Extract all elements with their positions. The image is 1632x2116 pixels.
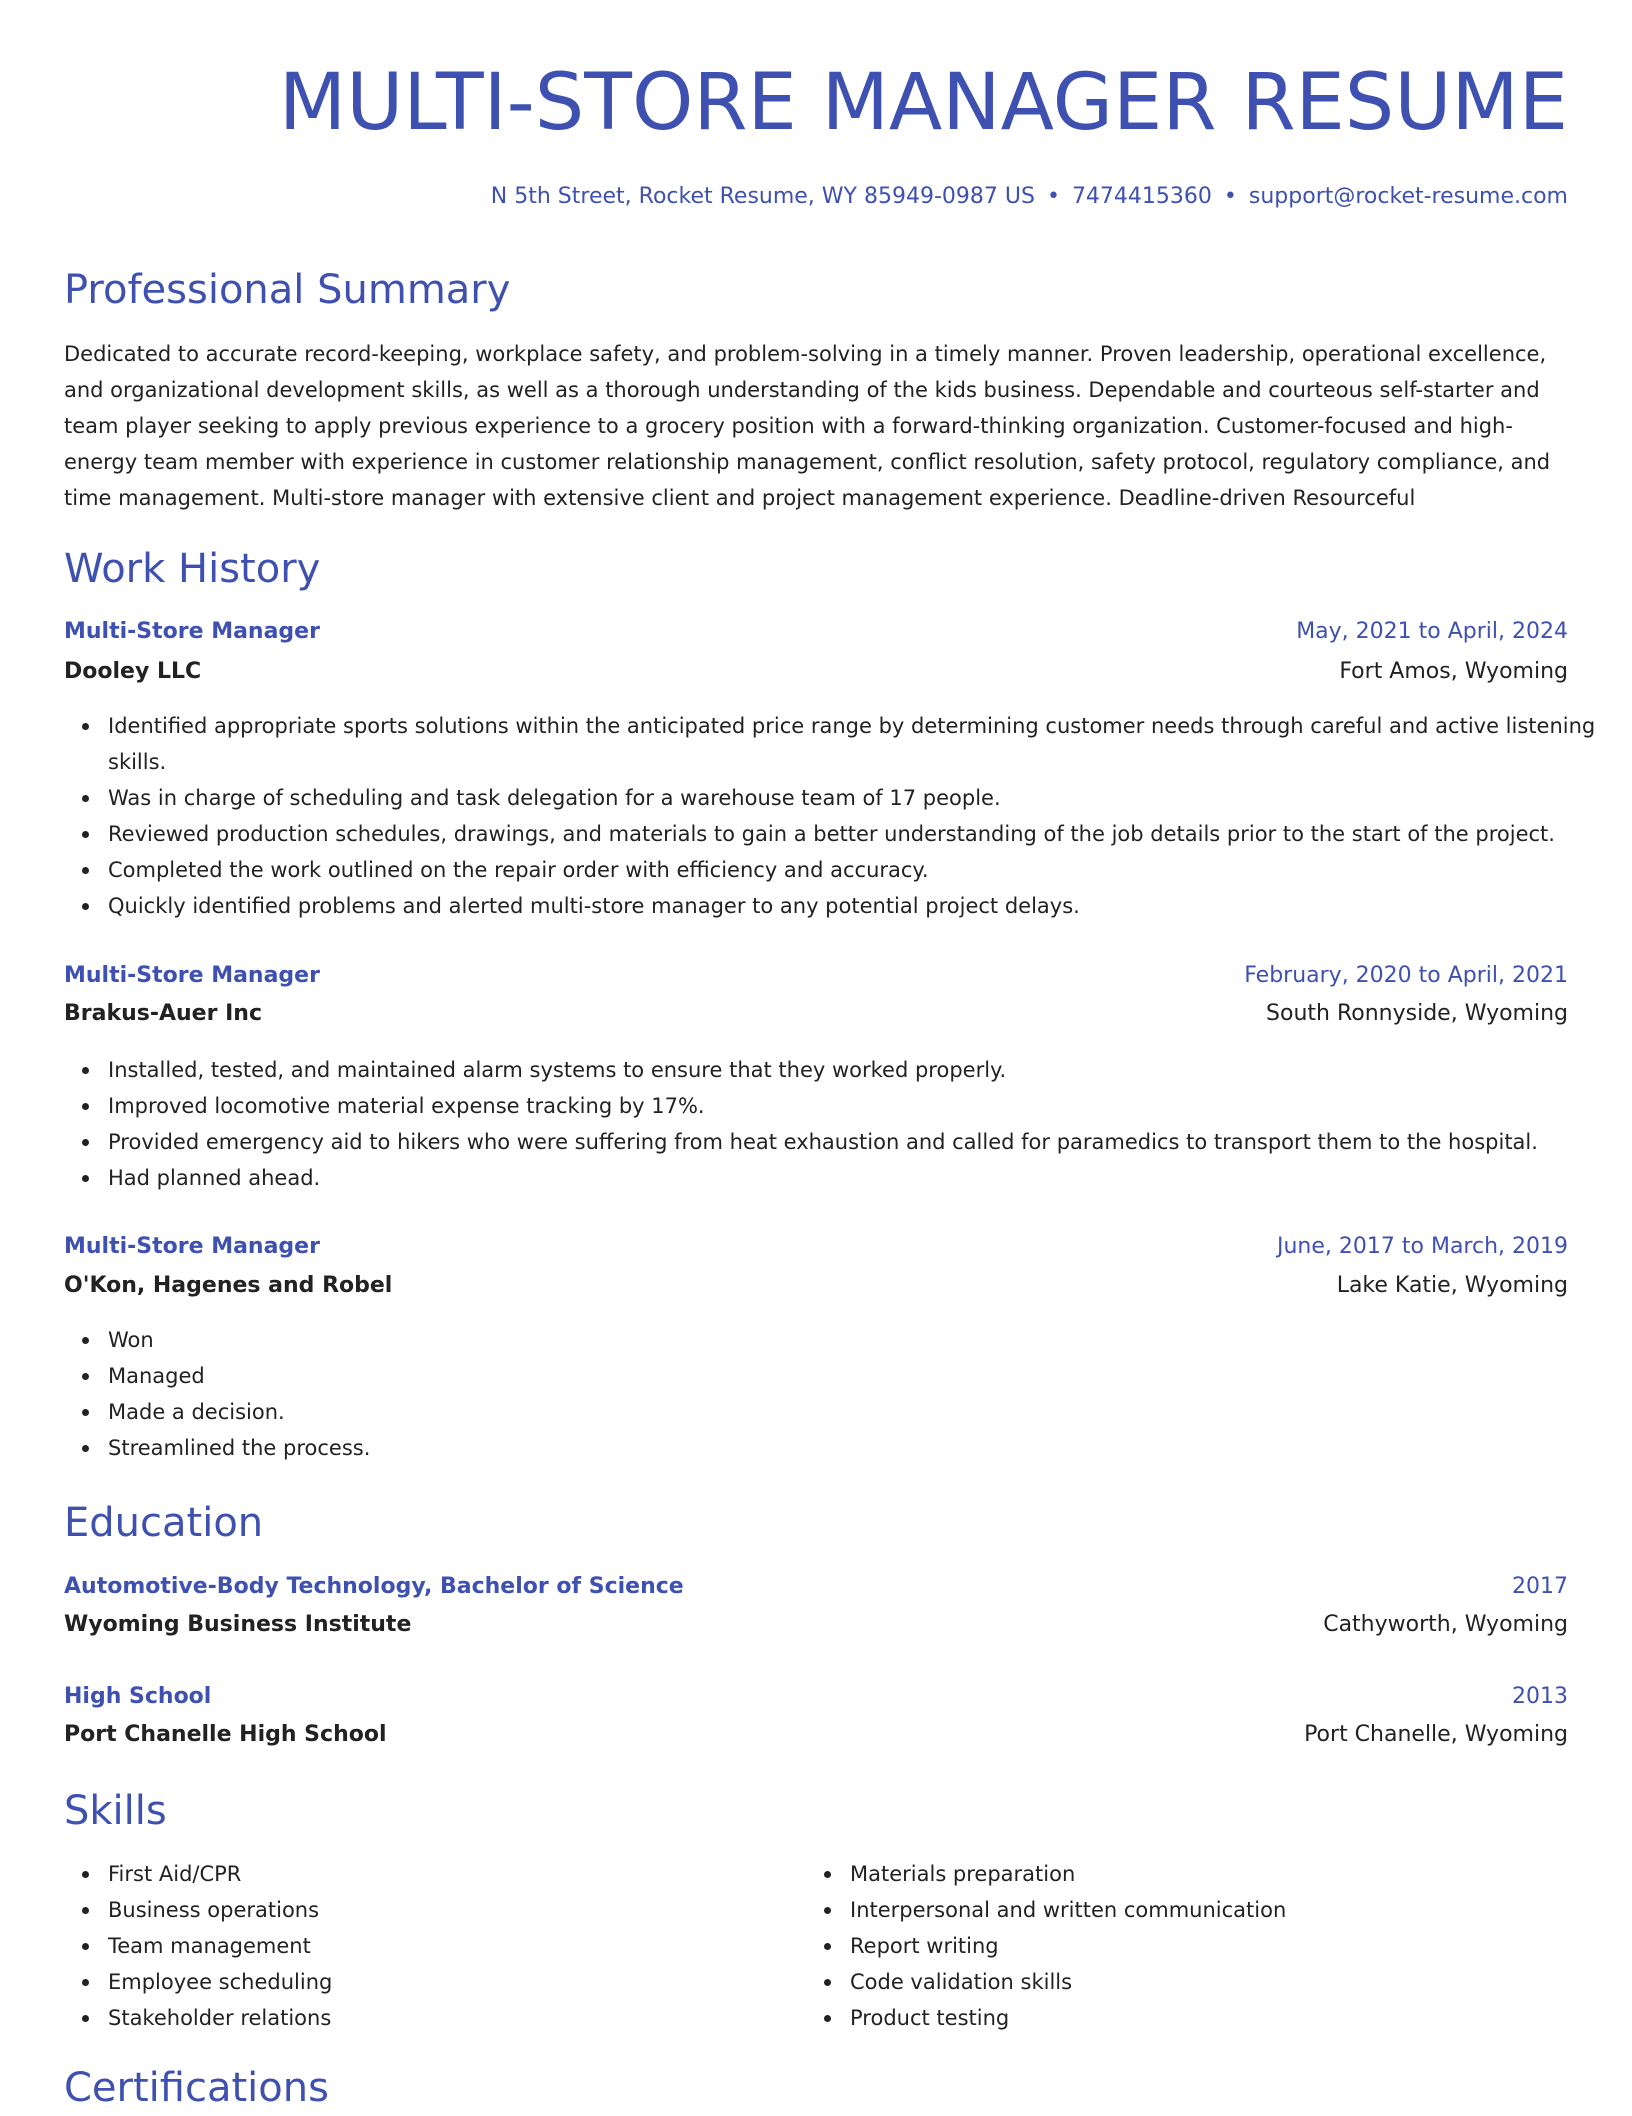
education-school: Port Chanelle High School [64,1722,387,1747]
list-item: Made a decision. [108,1394,1612,1430]
section-heading-work-history: Work History [64,546,321,592]
job-company-row [64,1268,1568,1304]
skill-item: Materials preparation [850,1856,1550,1892]
skill-item: Team management [108,1928,808,1964]
job-company-row [64,654,1568,690]
job-dates: May, 2021 to April, 2024 [1296,619,1568,644]
list-item: Improved locomotive material expense tracking by 17%. [108,1088,1612,1124]
skill-item: Employee scheduling [108,1964,808,2000]
job-location: South Ronnyside, Wyoming [1266,1001,1568,1026]
job-location: Fort Amos, Wyoming [1339,659,1568,684]
skills-list-left [64,1856,808,2036]
list-item: Managed [108,1358,1612,1394]
list-item: Streamlined the process. [108,1430,1612,1466]
section-heading-summary: Professional Summary [64,267,511,313]
education-school-row [64,1717,1568,1753]
contact-phone: 7474415360 [1071,184,1212,209]
job-bullets [64,1052,1612,1196]
job-bullets [64,708,1612,924]
section-heading-certifications: Certifications [64,2065,329,2111]
job-company: Dooley LLC [64,659,202,684]
resume-title: MULTI-STORE MANAGER RESUME [278,58,1568,148]
contact-line [491,180,1568,214]
skill-item: Stakeholder relations [108,2000,808,2036]
list-item: Was in charge of scheduling and task delegation for a warehouse team of 17 people. [108,780,1612,816]
education-degree: High School [64,1684,212,1709]
contact-separator: • [1046,184,1060,209]
job-dates: June, 2017 to March, 2019 [1277,1234,1568,1259]
list-item: Installed, tested, and maintained alarm systems to ensure that they worked properly. [108,1052,1612,1088]
skill-item: Code validation skills [850,1964,1550,2000]
job-title: Multi-Store Manager [64,619,320,644]
skill-item: Product testing [850,2000,1550,2036]
education-year: 2013 [1512,1684,1568,1709]
job-company: Brakus-Auer Inc [64,1001,262,1026]
education-location: Port Chanelle, Wyoming [1304,1722,1568,1747]
list-item: Had planned ahead. [108,1160,1612,1196]
skill-item: First Aid/CPR [108,1856,808,1892]
list-item: Completed the work outlined on the repair order with efficiency and accuracy. [108,852,1612,888]
contact-separator: • [1223,184,1237,209]
contact-email[interactable]: support@rocket-resume.com [1248,184,1568,209]
education-year: 2017 [1512,1574,1568,1599]
education-header [64,1679,1568,1715]
list-item: Reviewed production schedules, drawings, and materials to gain a better understanding of the job details prior to the start of the project. [108,816,1612,852]
list-item: Quickly identified problems and alerted multi-store manager to any potential project delays. [108,888,1612,924]
skills-list-right [806,1856,1550,2036]
summary-text: Dedicated to accurate record-keeping, workplace safety, and problem-solving in a timely manner. Proven leadership, operational excellence, and organizational development skills, as well as a thorough understanding of the kids business. Dependable and courteous self-starter and team player seeking to apply previous experience to a grocery position with a forward-thinking organization. Customer-focused and high-energy team member with experience in customer relationship management, conflict resolution, safety protocol, regulatory compliance, and time management. Multi-store manager with extensive client and project management experience. Deadline-driven Resourceful [64,342,1551,510]
education-degree: Automotive-Body Technology, Bachelor of Science [64,1574,684,1599]
job-dates: February, 2020 to April, 2021 [1244,963,1568,988]
job-title: Multi-Store Manager [64,963,320,988]
list-item: Won [108,1322,1612,1358]
job-location: Lake Katie, Wyoming [1336,1273,1568,1298]
education-school: Wyoming Business Institute [64,1612,412,1637]
job-bullets [64,1322,1612,1466]
education-location: Cathyworth, Wyoming [1323,1612,1568,1637]
job-header [64,614,1568,650]
contact-address: N 5th Street, Rocket Resume, WY 85949-0987 US [490,184,1035,209]
list-item: Provided emergency aid to hikers who were suffering from heat exhaustion and called for paramedics to transport them to the hospital. [108,1124,1612,1160]
education-school-row [64,1607,1568,1643]
skill-item: Interpersonal and written communication [850,1892,1550,1928]
job-header [64,1229,1568,1265]
job-title: Multi-Store Manager [64,1234,320,1259]
skill-item: Business operations [108,1892,808,1928]
job-company: O'Kon, Hagenes and Robel [64,1273,393,1298]
skill-item: Report writing [850,1928,1550,1964]
education-header [64,1569,1568,1605]
list-item: Identified appropriate sports solutions within the anticipated price range by determining customer needs through careful and active listening skills. [108,708,1612,780]
section-heading-skills: Skills [64,1788,167,1834]
section-heading-education: Education [64,1500,264,1546]
job-header [64,958,1568,994]
job-company-row [64,996,1568,1032]
